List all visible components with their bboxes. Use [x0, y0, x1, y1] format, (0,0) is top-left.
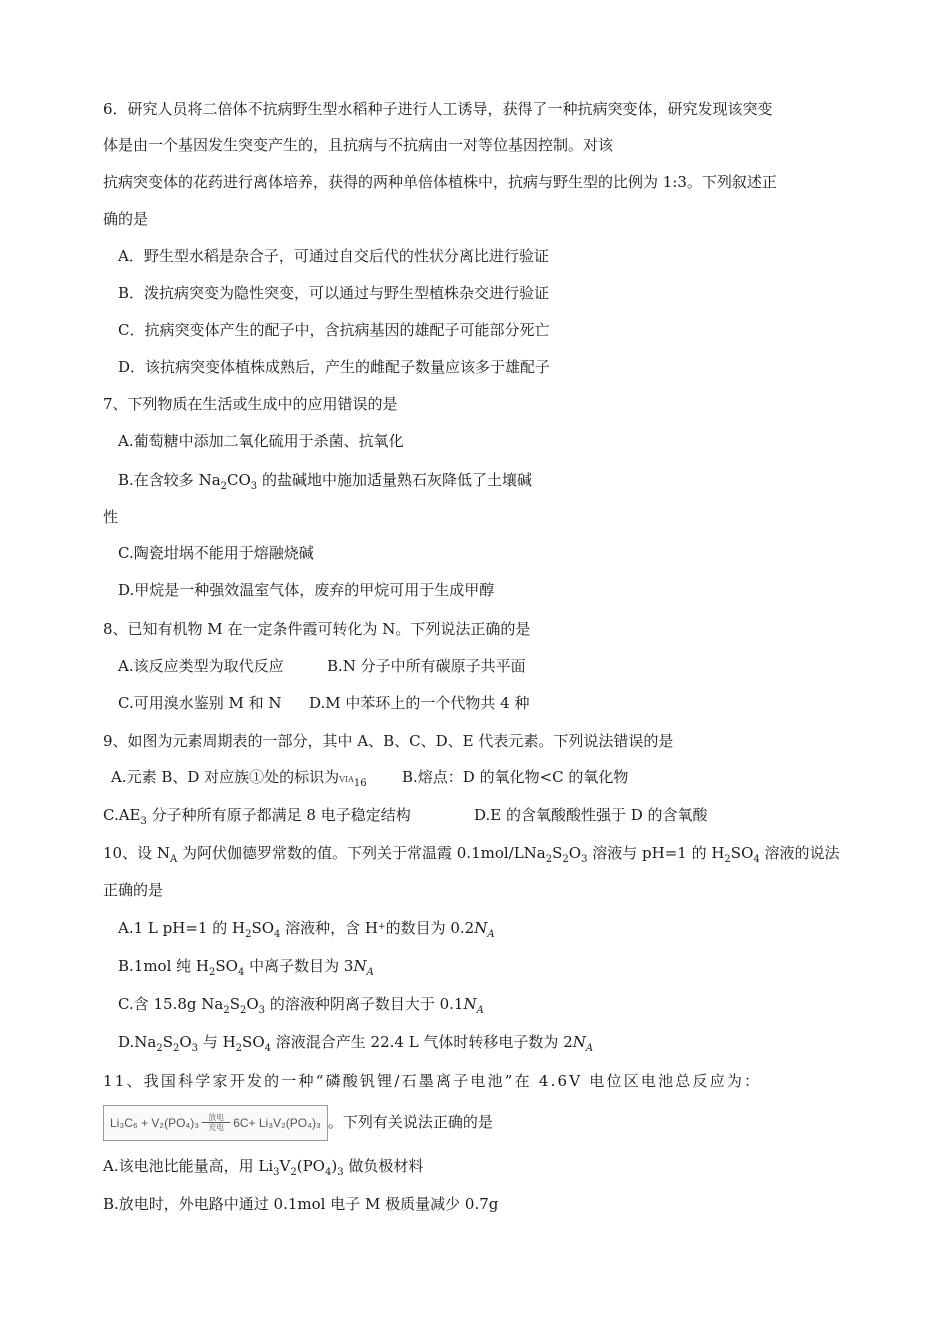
q11-option-b: B.放电时，外电路中通过 0.1mol 电子 M 极质量减少 0.7g	[103, 1195, 499, 1213]
q6-option-b: B．泼抗病突变为隐性突变，可以通过与野生型植株杂交进行验证	[118, 284, 550, 302]
q6-stem-line1: 6．研究人员将二倍体不抗病野生型水稻种子进行人工诱导，获得了一种抗病突变体，研究发现该突变	[103, 100, 773, 118]
q9-option-b: B.熔点：D 的氧化物<C 的氧化物	[402, 768, 629, 786]
q6-stem-line2: 体是由一个基因发生突变产生的，且抗病与不抗病由一对等位基因控制。对该	[103, 136, 614, 154]
q10-option-c: C.含 15.8g $Na_2S_2O_3$ 的溶液种阴离子数目大于 $0.1N_A$	[118, 995, 484, 1016]
q10-option-b: B.1mol 纯 $H_2SO_4$ 中离子数目为 $3N_A$	[118, 957, 374, 978]
q8-option-b: B.N 分子中所有碳原子共平面	[327, 657, 526, 675]
q9-stem: 9、如图为元素周期表的一部分，其中 A、B、C、D、E 代表元素。下列说法错误的是	[103, 732, 674, 750]
q8-option-a: A.该反应类型为取代反应	[118, 657, 284, 675]
q9-option-c: $C.AE_3$ 分子种所有原子都满足 8 电子稳定结构	[103, 806, 411, 827]
q6-option-a: A．野生型水稻是杂合子，可通过自交后代的性状分离比进行验证	[118, 247, 549, 265]
q7-option-b-wrap: 性	[103, 508, 119, 526]
q7-stem: 7、下列物质在生活或生成中的应用错误的是	[103, 395, 398, 413]
reversible-arrow: 放电 充电	[202, 1113, 230, 1132]
q9-option-a: A.元素 B、D 对应族①处的标识为$VIA_{16}$	[111, 768, 367, 789]
q10-stem-line1: 10、设 $N_A$ 为阿伏伽德罗常数的值。下列关于常温霞 $0.1mol/LNa_2S_2O_3$ 溶液与 pH=1 的 $H_2SO_4$ 溶液的说法	[103, 844, 840, 865]
q8-option-d: D.M 中苯环上的一个代物共 4 种	[309, 694, 530, 712]
battery-reaction-equation: Li₃C₆ + V₂(PO₄)₃ 放电 充电 6C+ Li₃V₂(PO₄)₃	[103, 1105, 328, 1141]
q7-option-d: D.甲烷是一种强效温室气体，废弃的甲烷可用于生成甲醇	[118, 581, 495, 599]
q10-option-a: A.1 L pH=1 的 $H_2SO_4$ 溶液种，含 H+的数目为 $0.2N_A$	[118, 919, 495, 940]
q7-option-b: B.在含较多 $Na_2CO_3$ 的盐碱地中施加适量熟石灰降低了土壤碱	[118, 471, 532, 492]
q11-stem: 11、我国科学家开发的一种“磷酸钒锂/石墨离子电池”在 4.6V 电位区电池总反应为：	[103, 1072, 762, 1090]
q9-option-d: D.E 的含氧酸酸性强于 D 的含氧酸	[474, 806, 708, 824]
q7-option-a: A.葡萄糖中添加二氧化硫用于杀菌、抗氧化	[118, 432, 404, 450]
q6-option-c: C．抗病突变体产生的配子中，含抗病基因的雄配子可能部分死亡	[118, 321, 550, 339]
q8-stem: 8、已知有机物 M 在一定条件霞可转化为 N。下列说法正确的是	[103, 620, 531, 638]
q10-option-d: $D.Na_2S_2O_3$ 与 $H_2SO_4$ 溶液混合产生 22.4 L 气体时转移电子数为 $2N_A$	[118, 1033, 594, 1054]
q6-option-d: D．该抗病突变体植株成熟后，产生的雌配子数量应该多于雄配子	[118, 358, 551, 376]
q6-stem-line3: 抗病突变体的花药进行离体培养，获得的两种单倍体植株中，抗病与野生型的比例为 1:3。下列叙述正	[103, 173, 777, 191]
q10-stem-line2: 正确的是	[103, 881, 164, 899]
q7-option-c: C.陶瓷坩埚不能用于熔融烧碱	[118, 544, 314, 562]
q11-equation-line: Li₃C₆ + V₂(PO₄)₃ 放电 充电 6C+ Li₃V₂(PO₄)₃ 。下列有关说法正确的是	[103, 1105, 493, 1141]
q8-option-c: C.可用溴水鉴别 M 和 N	[118, 694, 282, 712]
q11-option-a: A.该电池比能量高，用 $Li_3V_2(PO_4)_3$ 做负极材料	[103, 1157, 424, 1178]
q6-stem-line4: 确的是	[103, 210, 149, 228]
